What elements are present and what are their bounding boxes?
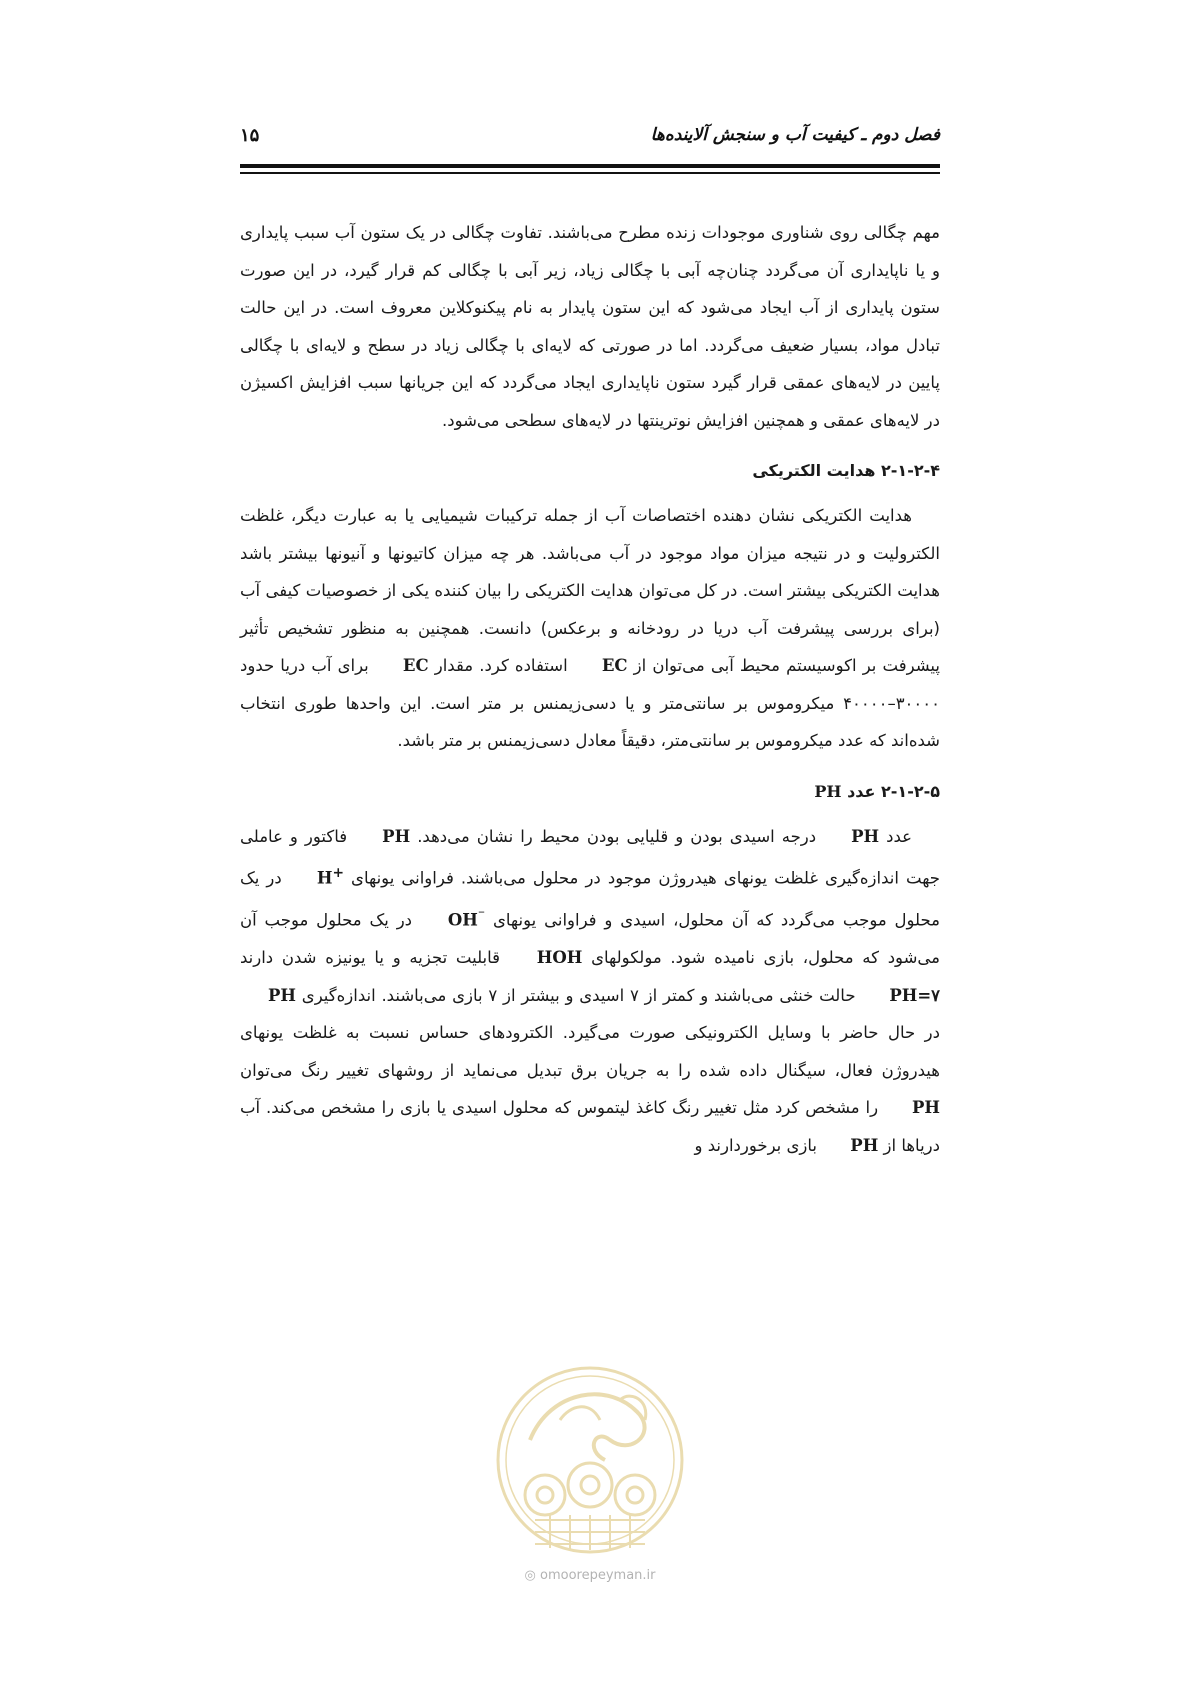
chapter-title: فصل دوم ـ کیفیت آب و سنجش آلاینده‌ها <box>650 125 940 145</box>
watermark-at-icon: ◎ <box>524 1568 536 1583</box>
header-rule-thin <box>240 172 940 174</box>
hoh-term: HOH <box>536 948 583 967</box>
paragraph-ph: عدد PH درجه اسیدی بودن و قلیایی بودن محیط را نشان می‌دهد. PH فاکتور و عاملی جهت اندازه‌گیری غلظت یونهای هیدروژن موجود در محلول می‌باشند. فراوانی یونهای H+ در یک محلول موجب می‌گردد که آن محلول، اسیدی و فراوانی یونهای OH⁻ در یک محلول موجب آن می‌شود که محلول، بازی نامیده شود. مولکولهای HOH قابلیت تجزیه و یا یونیزه شدن دارند PH=۷ حالت خنثی می‌باشند و کمتر از ۷ اسیدی و بیشتر از ۷ بازی می‌باشند. اندازه‌گیری PH در حال حاضر با وسایل الکترونیکی صورت می‌گیرد. الکترودهای حساس نسبت به غلظت یونهای هیدروژن فعال، سیگنال داده شده را به جریان برق تبدیل می‌نماید از روشهای تغییر رنگ می‌توان PH را مشخص کرد مثل تغییر رنگ کاغذ لیتموس که محلول اسیدی یا بازی را مشخص می‌کند. آب دریاها از PH بازی برخوردارند و <box>240 818 940 1165</box>
ph-term: PH <box>851 826 880 846</box>
ph-term: PH <box>268 985 296 1005</box>
header-rule-thick <box>240 164 940 168</box>
ph-term: PH <box>850 1135 879 1155</box>
hydroxide-ion-term: OH⁻ <box>447 907 486 930</box>
ph-term: PH <box>912 1098 941 1117</box>
hydrogen-ion-term: H+ <box>316 865 344 888</box>
ph-term: PH <box>814 781 842 801</box>
ph-neutral-term: PH=۷ <box>889 985 941 1005</box>
page-number: ۱۵ <box>240 125 260 146</box>
paragraph-ec: هدایت الکتریکی نشان دهنده اختصاصات آب از جمله ترکیبات شیمیایی یا به عبارت دیگر، غلظت الکترولیت و در نتیجه میزان مواد موجود در آب می‌باشد. هر چه میزان کاتیونها و آنیونها بیشتر باشد هدایت الکتریکی بیشتر است. در کل می‌توان هدایت الکتریکی را بیان کننده یکی از خصوصیات کیفی آب (برای بررسی پیشرفت آب دریا در رودخانه و برعکس) دانست. همچنین به منظور تشخیص تأثیر پیشرفت بر اکوسیستم محیط آبی می‌توان از EC استفاده کرد. مقدار EC برای آب دریا حدود ۳۰۰۰۰–۴۰۰۰۰ میکروموس بر سانتی‌متر و یا دسی‌زیمنس بر متر است. این واحدها طوری انتخاب شده‌اند که عدد میکروموس بر سانتی‌متر، دقیقاً معادل دسی‌زیمنس بر متر باشد. <box>240 506 940 750</box>
ph-term: PH <box>382 826 411 846</box>
watermark-logo <box>490 1360 690 1560</box>
ec-term: EC <box>402 656 429 675</box>
watermark-url: ◎ omoorepeyman.ir <box>524 1568 656 1583</box>
section-heading-ec: ۲-۱-۲-۴ هدایت الکتریکی <box>752 461 940 480</box>
page-body <box>240 214 940 1164</box>
page-header <box>240 125 940 155</box>
ec-term: EC <box>601 656 628 675</box>
watermark-seal-icon <box>490 1360 690 1560</box>
paragraph-density: مهم چگالی روی شناوری موجودات زنده مطرح می‌باشند. تفاوت چگالی در یک ستون آب سبب پایداری و یا ناپایداری آن می‌گردد چنان‌چه آبی با چگالی زیاد، زیر آبی با چگالی کم قرار گیرد، در این صورت ستون پایداری از آب ایجاد می‌شود که این ستون پایدار به نام پیکنوکلاین معروف است. در این حالت تبادل مواد، بسیار ضعیف می‌گردد. اما در صورتی که لایه‌ای با چگالی زیاد در سطح و لایه‌ای با چگالی پایین در لایه‌های عمقی قرار گیرد ستون ناپایداری ایجاد می‌گردد که این جریانها سبب افزایش اکسیژن در لایه‌های عمقی و همچنین افزایش نوترینتها در لایه‌های سطحی می‌شود. <box>240 223 940 430</box>
section-heading-ph: ۲-۱-۲-۵ عدد PH <box>240 777 940 807</box>
